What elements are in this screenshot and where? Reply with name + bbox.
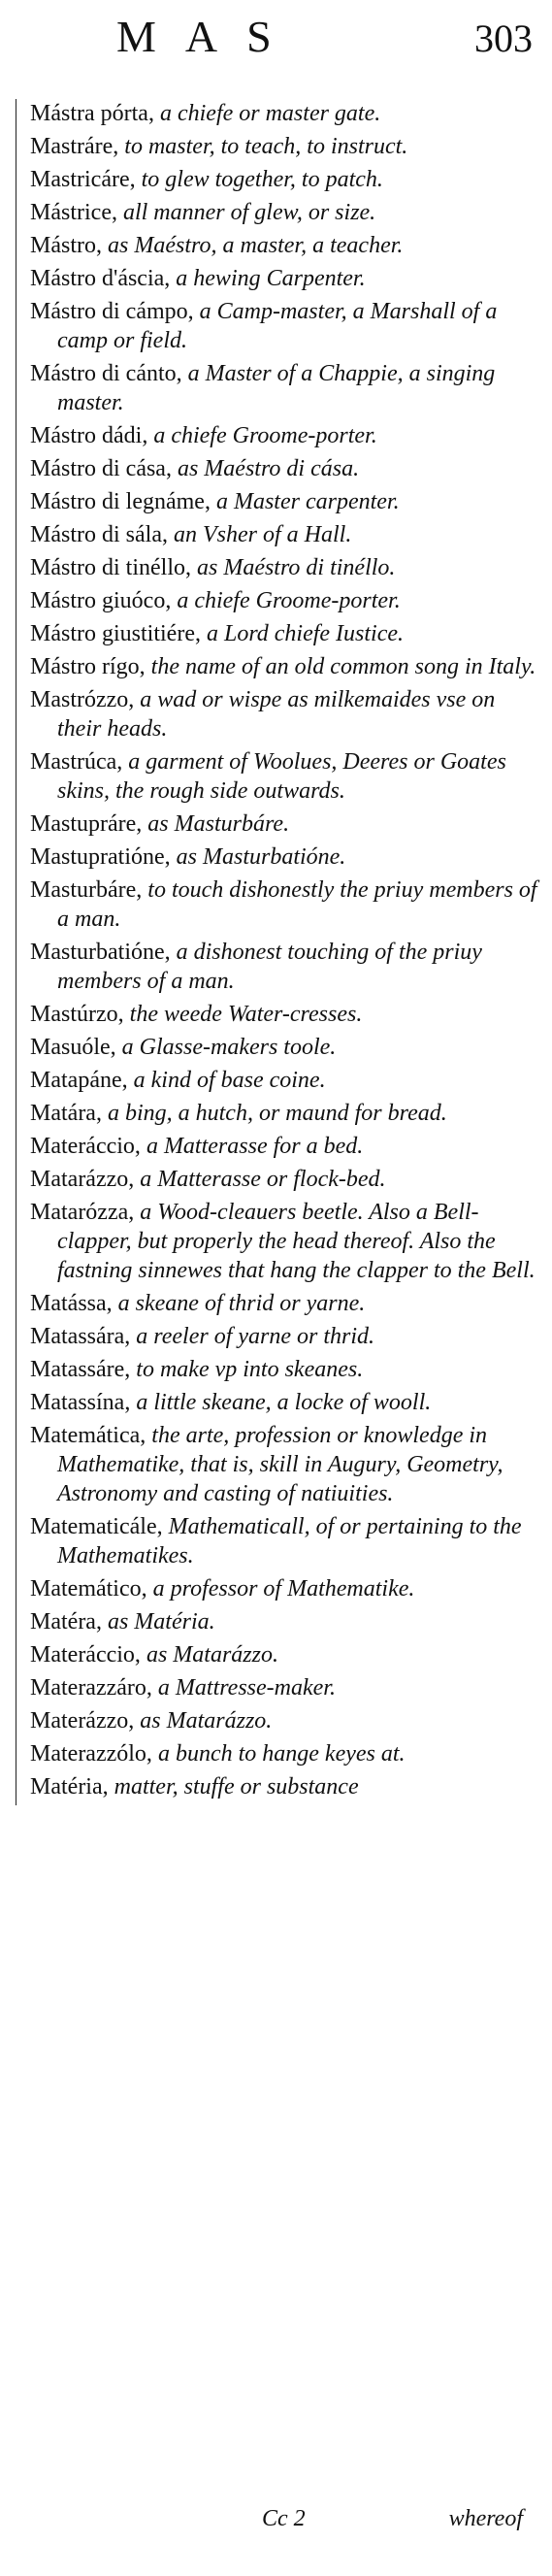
- headword: Matassáre,: [30, 1357, 131, 1382]
- dictionary-entry: [30, 1640, 544, 1669]
- dictionary-entry: [30, 1066, 544, 1095]
- headword: Mástro di cámpo,: [30, 299, 194, 324]
- headword: Mastráre,: [30, 134, 119, 159]
- dictionary-entry: [30, 454, 544, 483]
- definition: a chiefe Groome-porter.: [147, 423, 377, 448]
- definition: all manner of glew, or size.: [116, 200, 376, 225]
- dictionary-entry: [30, 421, 544, 450]
- headword: Mástro di legnáme,: [30, 489, 211, 514]
- dictionary-entry: [30, 264, 544, 293]
- definition: a Camp-master, a Marshall of a camp or field.: [57, 299, 498, 353]
- headword: Materazzáro,: [30, 1675, 152, 1701]
- headword: Matarázzo,: [30, 1167, 135, 1192]
- definition: a chiefe or master gate.: [153, 101, 381, 126]
- definition: a garment of Woolues, Deeres or Goates skins, the rough side outwards.: [57, 749, 506, 804]
- definition: a Master of a Chappie, a singing master.: [57, 361, 496, 415]
- definition: a Lord chiefe Iustice.: [200, 621, 405, 646]
- definition: a kind of base coine.: [127, 1068, 326, 1093]
- headword: Mástro di cása,: [30, 456, 172, 481]
- headword: Masturbáre,: [30, 877, 143, 903]
- page-title: MAS: [116, 12, 301, 61]
- signature-mark: Cc 2: [262, 2506, 306, 2531]
- headword: Matematicále,: [30, 1514, 163, 1539]
- definition: to touch dishonestly the priuy members of a man.: [57, 877, 537, 932]
- definition: to make vp into skeanes.: [130, 1357, 364, 1382]
- headword: Mastúrzo,: [30, 1002, 124, 1027]
- definition: as Masturbatióne.: [170, 844, 346, 870]
- dictionary-entry: [30, 652, 544, 681]
- definition: as Matarázzo.: [134, 1708, 273, 1734]
- dictionary-entry: [30, 520, 544, 549]
- dictionary-entry: [30, 1706, 544, 1735]
- dictionary-entry: [30, 1772, 544, 1801]
- dictionary-entry: [30, 1000, 544, 1029]
- dictionary-entry: [30, 297, 544, 355]
- definition: a Glasse-makers toole.: [115, 1035, 337, 1060]
- dictionary-entry: [30, 1512, 544, 1570]
- headword: Mastrózzo,: [30, 687, 135, 712]
- definition: Mathematicall, of or pertaining to the Mathematikes.: [57, 1514, 522, 1569]
- headword: Matemática,: [30, 1423, 146, 1448]
- headword: Mástrice,: [30, 200, 117, 225]
- dictionary-entry: [30, 619, 544, 648]
- definition: a professor of Mathematike.: [146, 1576, 415, 1602]
- headword: Matára,: [30, 1101, 102, 1126]
- definition: as Maéstro di cása.: [171, 456, 360, 481]
- definition: as Maéstro di tinéllo.: [190, 555, 396, 580]
- dictionary-entry: [30, 1165, 544, 1194]
- dictionary-entry: [30, 1033, 544, 1062]
- dictionary-entry: [30, 553, 544, 582]
- dictionary-entry: [30, 1673, 544, 1702]
- headword: Mastupráre,: [30, 811, 143, 837]
- headword: Matarózza,: [30, 1200, 135, 1225]
- definition: a reeler of yarne or thrid.: [130, 1324, 375, 1349]
- dictionary-entry: [30, 1289, 544, 1318]
- headword: Materáccio,: [30, 1642, 141, 1668]
- definition: a chiefe Groome-porter.: [171, 588, 401, 613]
- dictionary-entry: [30, 685, 544, 743]
- headword: Masturbatióne,: [30, 940, 171, 965]
- dictionary-entry: [30, 1607, 544, 1636]
- headword: Matassára,: [30, 1324, 131, 1349]
- dictionary-entry: [30, 198, 544, 227]
- headword: Mástro giuóco,: [30, 588, 172, 613]
- running-head: [0, 10, 552, 68]
- headword: Mástro dádi,: [30, 423, 148, 448]
- headword: Mástro,: [30, 233, 102, 258]
- headword: Matéra,: [30, 1609, 102, 1635]
- headword: Mastrúca,: [30, 749, 123, 775]
- dictionary-entry: [30, 132, 544, 161]
- definition: a bing, a hutch, or maund for bread.: [101, 1101, 447, 1126]
- dictionary-entry: [30, 1099, 544, 1128]
- entry-list: [16, 99, 544, 1805]
- definition: as Matéria.: [101, 1609, 215, 1635]
- dictionary-entry: [30, 938, 544, 996]
- headword: Mastricáre,: [30, 167, 136, 192]
- definition: the arte, profession or knowledge in Mathematike, that is, skill in Augury, Geometry, Astronomy and casting of natiuities.: [57, 1423, 503, 1506]
- headword: Mástro d'áscia,: [30, 266, 171, 291]
- dictionary-entry: [30, 165, 544, 194]
- dictionary-entry: [30, 809, 544, 839]
- headword: Matapáne,: [30, 1068, 128, 1093]
- dictionary-entry: [30, 1739, 544, 1768]
- definition: a skeane of thrid or yarne.: [112, 1291, 366, 1316]
- dictionary-entry: [30, 747, 544, 806]
- headword: Masuóle,: [30, 1035, 116, 1060]
- dictionary-entry: [30, 875, 544, 934]
- headword: Matéria,: [30, 1774, 109, 1800]
- definition: an Vsher of a Hall.: [167, 522, 352, 547]
- headword: Mástro rígo,: [30, 654, 146, 679]
- page-number: 303: [474, 17, 533, 60]
- definition: a dishonest touching of the priuy members of a man.: [57, 940, 482, 994]
- definition: a Mattresse-maker.: [151, 1675, 336, 1701]
- definition: a bunch to hange keyes at.: [151, 1741, 406, 1767]
- headword: Materáccio,: [30, 1134, 141, 1159]
- page-footer: [0, 2506, 552, 2545]
- dictionary-entry: [30, 586, 544, 615]
- dictionary-entry: [30, 1388, 544, 1417]
- dictionary-entry: [30, 487, 544, 516]
- headword: Matemático,: [30, 1576, 147, 1602]
- definition: as Masturbáre.: [142, 811, 290, 837]
- dictionary-entry: [30, 842, 544, 872]
- definition: a wad or wispe as milkemaides vse on their heads.: [57, 687, 496, 742]
- definition: a Wood-cleauers beetle. Also a Bell-clapper, but properly the head thereof. Also the fastning sinnewes that hang the clapper to the Bell.: [57, 1200, 536, 1283]
- headword: Mástro di tinéllo,: [30, 555, 191, 580]
- definition: matter, stuffe or substance: [108, 1774, 359, 1800]
- headword: Mástro di sála,: [30, 522, 168, 547]
- dictionary-entry: [30, 1574, 544, 1603]
- definition: a Matterasse or flock-bed.: [134, 1167, 386, 1192]
- dictionary-entry: [30, 1421, 544, 1508]
- definition: the name of an old common song in Italy.: [145, 654, 536, 679]
- dictionary-entry: [30, 1355, 544, 1384]
- definition: a hewing Carpenter.: [170, 266, 366, 291]
- headword: Materazzólo,: [30, 1741, 152, 1767]
- headword: Matassína,: [30, 1390, 131, 1415]
- definition: to master, to teach, to instruct.: [118, 134, 408, 159]
- definition: a little skeane, a locke of wooll.: [130, 1390, 432, 1415]
- dictionary-entry: [30, 359, 544, 417]
- dictionary-entry: [30, 1322, 544, 1351]
- definition: the weede Water-cresses.: [123, 1002, 363, 1027]
- definition: as Maéstro, a master, a teacher.: [102, 233, 404, 258]
- headword: Matássa,: [30, 1291, 113, 1316]
- headword: Mastupratióne,: [30, 844, 171, 870]
- headword: Mástro giustitiére,: [30, 621, 201, 646]
- headword: Mástro di cánto,: [30, 361, 182, 386]
- definition: to glew together, to patch.: [135, 167, 383, 192]
- definition: a Matterasse for a bed.: [140, 1134, 364, 1159]
- dictionary-entry: [30, 1132, 544, 1161]
- dictionary-entry: [30, 99, 544, 128]
- definition: as Matarázzo.: [140, 1642, 278, 1668]
- headword: Mástra pórta,: [30, 101, 154, 126]
- headword: Materázzo,: [30, 1708, 135, 1734]
- dictionary-entry: [30, 231, 544, 260]
- catchword: whereof: [448, 2506, 523, 2531]
- dictionary-entry: [30, 1198, 544, 1285]
- definition: a Master carpenter.: [210, 489, 400, 514]
